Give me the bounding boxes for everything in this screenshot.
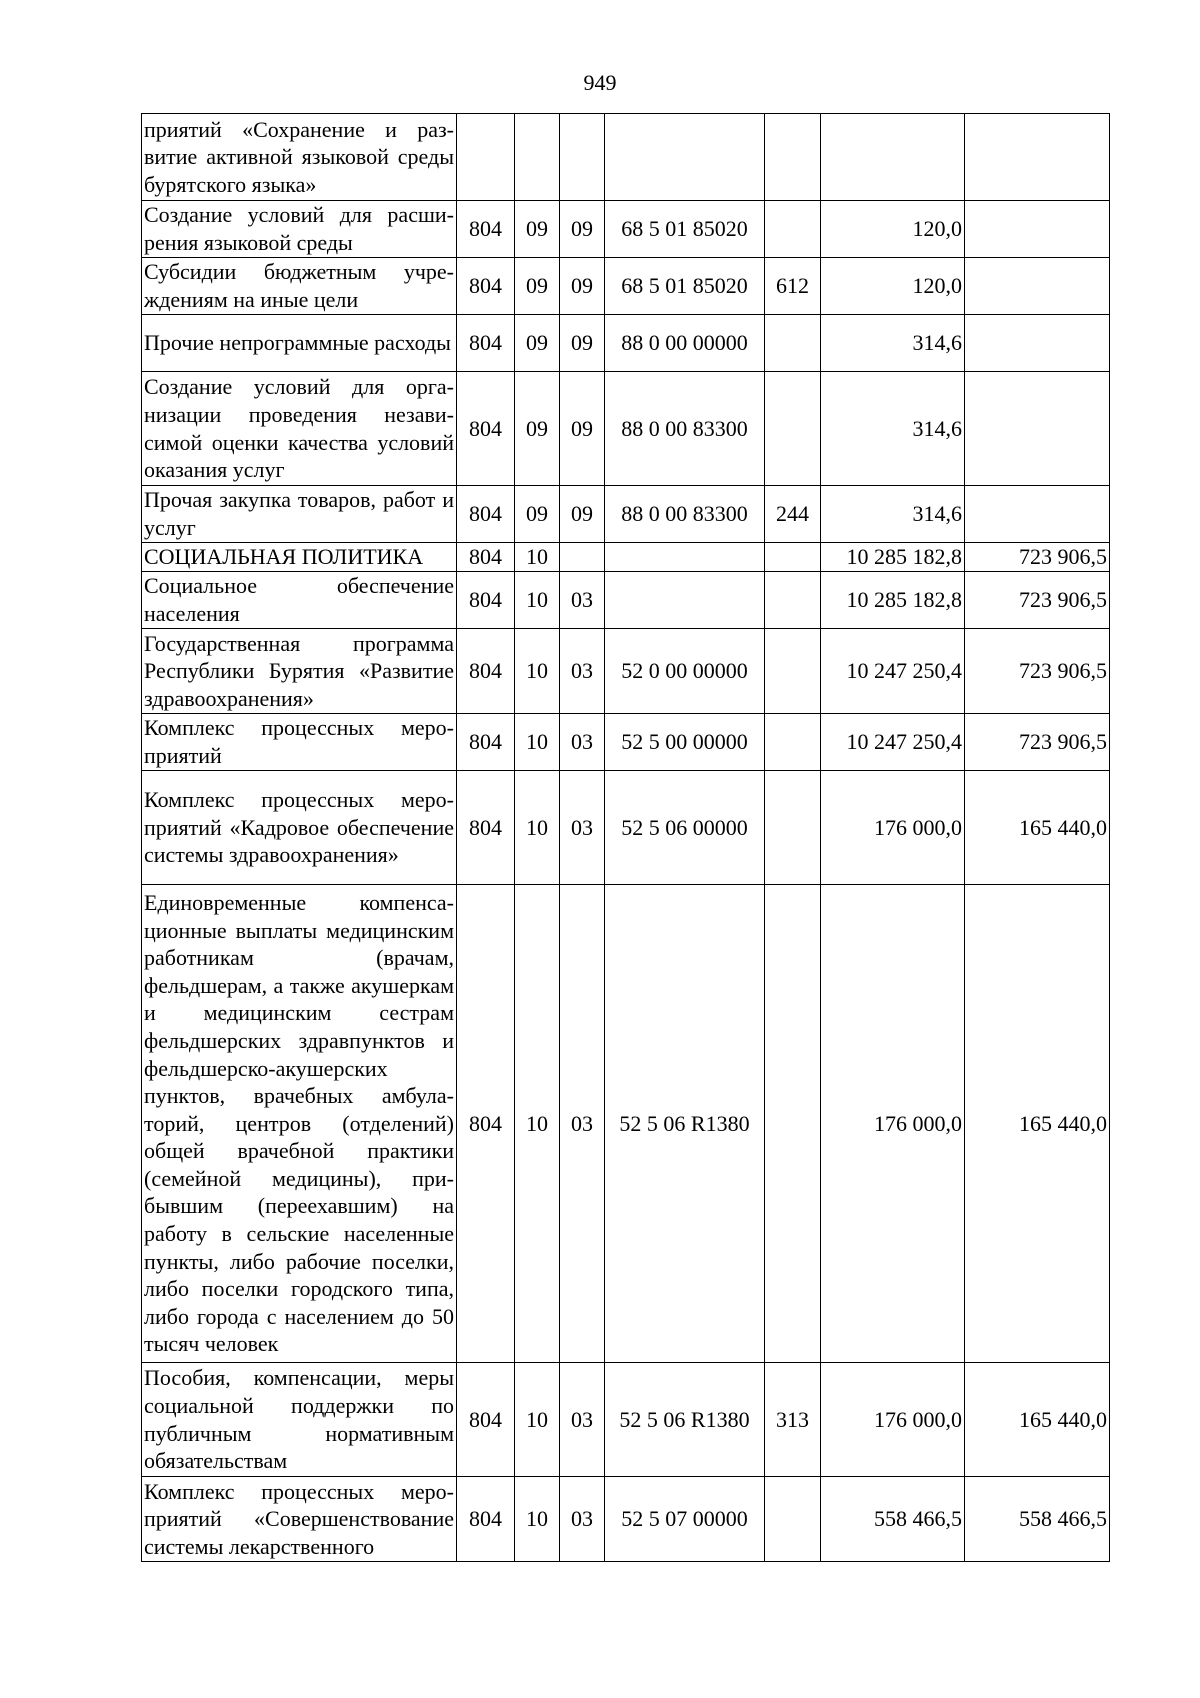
row-name-cell: Прочие непрограммные расходы	[142, 315, 457, 372]
row-name-cell: Создание условий для расширения языковой среды	[142, 201, 457, 258]
amount-cell-2	[965, 201, 1110, 258]
row-name-cell: Прочая закупка товаров, работ и услуг	[142, 486, 457, 543]
target-article-cell: 52 5 06 R1380	[605, 1363, 765, 1477]
target-article-cell	[605, 114, 765, 201]
expense-type-cell: 244	[765, 486, 821, 543]
expense-type-cell: 313	[765, 1363, 821, 1477]
adm-cell: 804	[457, 486, 515, 543]
section-cell	[515, 114, 560, 201]
adm-cell	[457, 114, 515, 201]
adm-cell: 804	[457, 258, 515, 315]
expense-type-cell	[765, 114, 821, 201]
section-cell: 10	[515, 885, 560, 1363]
amount-cell-2	[965, 486, 1110, 543]
row-name-cell: Комплекс процессных мероприятий «Кадровое обеспечение системы здравоохранения»	[142, 771, 457, 885]
amount-cell-1: 10 285 182,8	[821, 543, 965, 572]
amount-cell-1: 10 247 250,4	[821, 629, 965, 714]
adm-cell: 804	[457, 1363, 515, 1477]
subsection-cell: 09	[560, 201, 605, 258]
subsection-cell: 03	[560, 1363, 605, 1477]
expense-type-cell	[765, 201, 821, 258]
amount-cell-2: 558 466,5	[965, 1477, 1110, 1562]
amount-cell-2: 723 906,5	[965, 572, 1110, 629]
row-name-cell: Единовременные компенсационные выплаты медицинским работникам (врачам, фельдшерам, а также акушеркам и медицинским сестрам фельдшерских здравпунктов и фельдшерско-акушерских пунктов, врачебных амбулаторий, центров (отделений) общей врачебной практики (семейной медицины), прибывшим (переехавшим) на работу в сельские населенные пункты, либо рабочие поселки, либо поселки городского типа, либо города с населением до 50 тысяч человек	[142, 885, 457, 1363]
target-article-cell: 88 0 00 00000	[605, 315, 765, 372]
budget-table	[141, 113, 1110, 1562]
section-cell: 09	[515, 258, 560, 315]
subsection-cell: 03	[560, 714, 605, 771]
subsection-cell	[560, 543, 605, 572]
adm-cell: 804	[457, 629, 515, 714]
target-article-cell: 68 5 01 85020	[605, 201, 765, 258]
amount-cell-1: 120,0	[821, 201, 965, 258]
adm-cell: 804	[457, 372, 515, 486]
row-name-cell: Комплекс процессных мероприятий	[142, 714, 457, 771]
section-cell: 10	[515, 572, 560, 629]
row-name-cell: Пособия, компенсации, меры социальной поддержки по публичным нормативным обязательствам	[142, 1363, 457, 1477]
amount-cell-1: 176 000,0	[821, 1363, 965, 1477]
section-cell: 10	[515, 1477, 560, 1562]
target-article-cell: 52 5 06 00000	[605, 771, 765, 885]
expense-type-cell	[765, 714, 821, 771]
section-cell: 09	[515, 486, 560, 543]
table-row	[142, 486, 1110, 543]
subsection-cell: 09	[560, 315, 605, 372]
adm-cell: 804	[457, 315, 515, 372]
target-article-cell: 88 0 00 83300	[605, 372, 765, 486]
amount-cell-1: 314,6	[821, 486, 965, 543]
amount-cell-1: 314,6	[821, 372, 965, 486]
target-article-cell: 68 5 01 85020	[605, 258, 765, 315]
subsection-cell: 03	[560, 572, 605, 629]
target-article-cell: 52 0 00 00000	[605, 629, 765, 714]
amount-cell-1: 176 000,0	[821, 885, 965, 1363]
expense-type-cell	[765, 372, 821, 486]
subsection-cell: 09	[560, 486, 605, 543]
amount-cell-2	[965, 372, 1110, 486]
amount-cell-2: 165 440,0	[965, 771, 1110, 885]
table-row	[142, 315, 1110, 372]
adm-cell: 804	[457, 1477, 515, 1562]
subsection-cell	[560, 114, 605, 201]
row-name-cell: приятий «Сохранение и развитие активной языковой среды бурятского языка»	[142, 114, 457, 201]
table-row	[142, 1477, 1110, 1562]
target-article-cell: 52 5 06 R1380	[605, 885, 765, 1363]
adm-cell: 804	[457, 771, 515, 885]
table-row	[142, 714, 1110, 771]
row-name-cell: Комплекс процессных мероприятий «Совершенствование системы лекарственного	[142, 1477, 457, 1562]
adm-cell: 804	[457, 572, 515, 629]
section-cell: 09	[515, 372, 560, 486]
section-cell: 10	[515, 629, 560, 714]
amount-cell-2	[965, 258, 1110, 315]
section-cell: 10	[515, 543, 560, 572]
amount-cell-1: 10 285 182,8	[821, 572, 965, 629]
target-article-cell: 88 0 00 83300	[605, 486, 765, 543]
adm-cell: 804	[457, 201, 515, 258]
table-row	[142, 885, 1110, 1363]
expense-type-cell	[765, 885, 821, 1363]
amount-cell-2: 165 440,0	[965, 885, 1110, 1363]
subsection-cell: 09	[560, 258, 605, 315]
adm-cell: 804	[457, 543, 515, 572]
amount-cell-2: 723 906,5	[965, 543, 1110, 572]
target-article-cell: 52 5 07 00000	[605, 1477, 765, 1562]
adm-cell: 804	[457, 885, 515, 1363]
expense-type-cell	[765, 1477, 821, 1562]
row-name-cell: СОЦИАЛЬНАЯ ПОЛИТИКА	[142, 543, 457, 572]
table-row	[142, 201, 1110, 258]
table-row	[142, 629, 1110, 714]
section-cell: 10	[515, 771, 560, 885]
subsection-cell: 03	[560, 771, 605, 885]
expense-type-cell	[765, 315, 821, 372]
amount-cell-1: 10 247 250,4	[821, 714, 965, 771]
amount-cell-1: 314,6	[821, 315, 965, 372]
subsection-cell: 09	[560, 372, 605, 486]
row-name-cell: Государственная программа Республики Бурятия «Развитие здравоохранения»	[142, 629, 457, 714]
subsection-cell: 03	[560, 885, 605, 1363]
section-cell: 09	[515, 201, 560, 258]
amount-cell-2	[965, 315, 1110, 372]
amount-cell-2: 165 440,0	[965, 1363, 1110, 1477]
amount-cell-1	[821, 114, 965, 201]
subsection-cell: 03	[560, 629, 605, 714]
table-row	[142, 543, 1110, 572]
target-article-cell	[605, 543, 765, 572]
expense-type-cell	[765, 629, 821, 714]
expense-type-cell	[765, 543, 821, 572]
row-name-cell: Создание условий для организации проведения независимой оценки качества условий оказания услуг	[142, 372, 457, 486]
section-cell: 09	[515, 315, 560, 372]
target-article-cell: 52 5 00 00000	[605, 714, 765, 771]
amount-cell-2: 723 906,5	[965, 714, 1110, 771]
table-row	[142, 572, 1110, 629]
amount-cell-1: 558 466,5	[821, 1477, 965, 1562]
section-cell: 10	[515, 714, 560, 771]
expense-type-cell	[765, 572, 821, 629]
target-article-cell	[605, 572, 765, 629]
table-row	[142, 372, 1110, 486]
subsection-cell: 03	[560, 1477, 605, 1562]
expense-type-cell: 612	[765, 258, 821, 315]
table-row	[142, 771, 1110, 885]
table-row	[142, 1363, 1110, 1477]
table-row	[142, 258, 1110, 315]
row-name-cell: Субсидии бюджетным учреждениям на иные цели	[142, 258, 457, 315]
page-number: 949	[583, 70, 617, 95]
amount-cell-1: 176 000,0	[821, 771, 965, 885]
amount-cell-2	[965, 114, 1110, 201]
expense-type-cell	[765, 771, 821, 885]
amount-cell-2: 723 906,5	[965, 629, 1110, 714]
row-name-cell: Социальное обеспечение населения	[142, 572, 457, 629]
amount-cell-1: 120,0	[821, 258, 965, 315]
table-row	[142, 114, 1110, 201]
section-cell: 10	[515, 1363, 560, 1477]
adm-cell: 804	[457, 714, 515, 771]
